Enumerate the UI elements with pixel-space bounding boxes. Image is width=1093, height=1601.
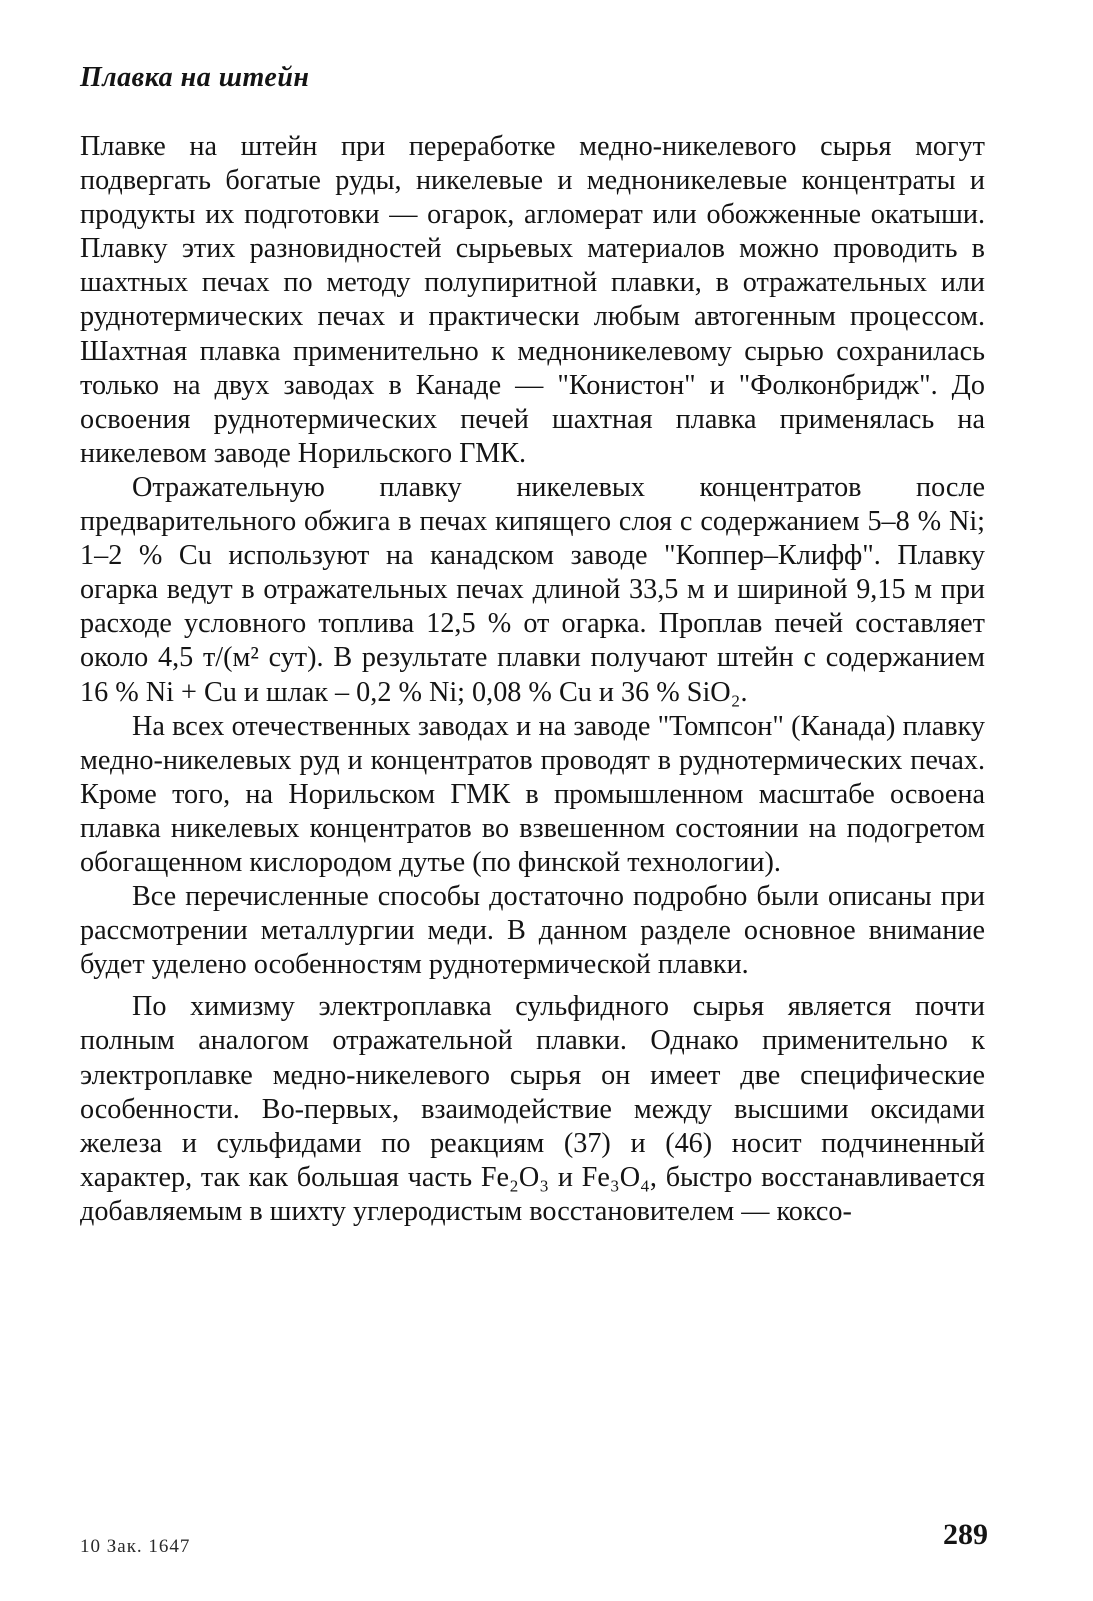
- paragraph-electrosmelting-chemistry: По химизму электроплавка сульфидного сырья является почти полным аналогом отражательной плавки. Однако применительно к электроплавке медно-никелевого сырья он имеет две специфические особенности. Во-первых, взаимодействие между высшими оксидами железа и сульфидами по реакциям (37) и (46) носит подчиненный характер, так как большая часть Fe₂O₃ и Fe₃O₄, быстро восстанавливается добавляемым в шихту углеродистым восстановителем — коксо-: [80, 991, 985, 1227]
- paragraph-ore-thermal-furnaces: На всех отечественных заводах и на заводе "Томпсон" (Канада) плавку медно-никелевых руд и концентратов проводят в руднотермических печах. Кроме того, на Норильском ГМК в промышленном масштабе освоена плавка никелевых концентратов во взвешенном состоянии на подогретом обогащенном кислородом дутье (по финской технологии).: [80, 710, 985, 878]
- paragraph-methods-summary: Все перечисленные способы достаточно подробно были описаны при рассмотрении металлургии меди. В данном разделе основное внимание будет уделено особенностям руднотермической плавки.: [80, 881, 985, 981]
- printer-signature: 10 Зак. 1647: [80, 1536, 191, 1557]
- page-number: 289: [943, 1518, 988, 1551]
- body-text: [80, 130, 985, 1229]
- paragraph-shaft-smelting: Плавке на штейн при переработке медно-никелевого сырья могут подвергать богатые руды, никелевые и медноникелевые концентраты и продукты их подготовки — огарок, агломерат или обожженные окатыши. Плавку этих разновидностей сырьевых материалов можно проводить в шахтных печах по методу полупиритной плавки, в отражательных или руднотермических печах и практически любым автогенным процессом. Шахтная плавка применительно к медноникелевому сырью сохранилась только на двух заводах в Канаде — "Конистон" и "Фолконбридж". До освоения руднотермических печей шахтная плавка применялась на никелевом заводе Норильского ГМК.: [80, 131, 985, 469]
- section-heading: Плавка на штейн: [80, 62, 310, 93]
- paragraph-reverberatory-smelting: Отражательную плавку никелевых концентратов после предварительного обжига в печах кипящего слоя с содержанием 5–8 % Ni; 1–2 % Cu используют на канадском заводе "Коппер–Клифф". Плавку огарка ведут в отражательных печах длиной 33,5 м и шириной 9,15 м при расходе условного топлива 12,5 % от огарка. Проплав печей составляет около 4,5 т/(м² сут). В результате плавки получают штейн с содержанием 16 % Ni + Cu и шлак – 0,2 % Ni; 0,08 % Cu и 36 % SiO₂.: [80, 471, 985, 708]
